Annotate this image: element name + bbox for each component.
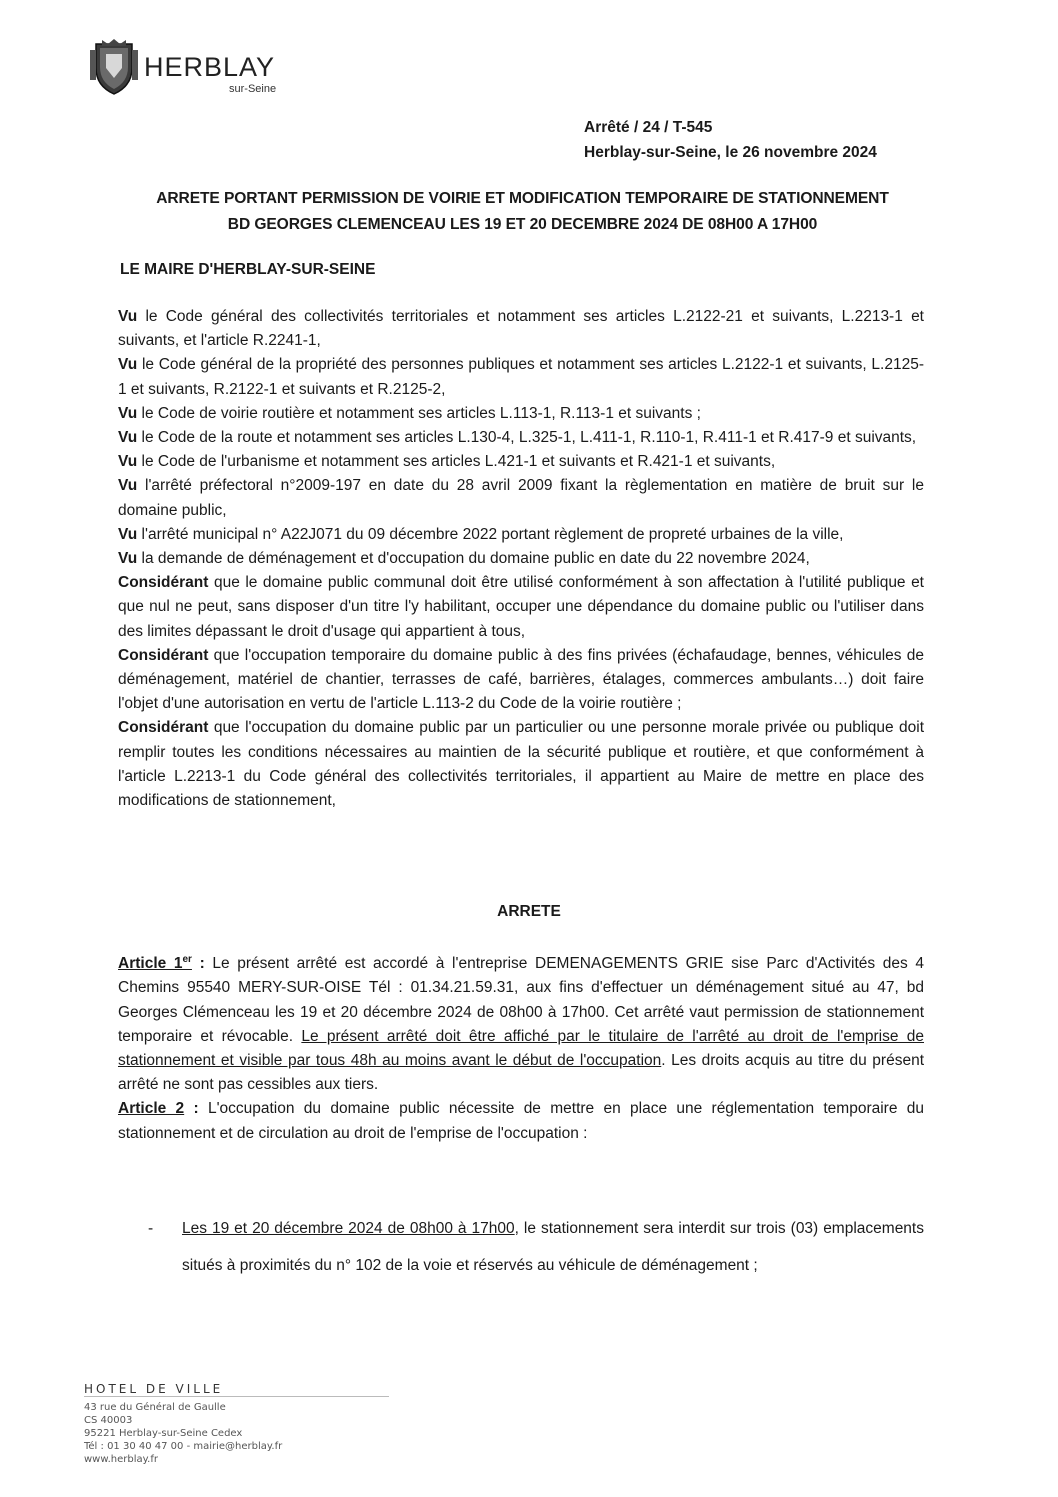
visa-paragraph: Vu le Code général de la propriété des personnes publiques et notamment ses articles L.2122-1 et suivants, L.2125-1 et suivants, R.2122-1 et suivants et R.2125-2, [118,356,924,398]
logo-wordmark: HERBLAY [144,52,276,82]
arrete-reference: Arrêté / 24 / T-545 [584,119,713,136]
city-crest-icon [88,38,140,96]
visa-paragraph: Vu l'arrêté préfectoral n°2009-197 en date du 28 avril 2009 fixant la règlementation en matière de bruit sur le domaine public, [118,477,924,519]
article-1-label: Article 1er [118,954,192,973]
restriction-dates: Les 19 et 20 décembre 2024 de 08h00 à 17h00 [182,1220,515,1237]
visa-paragraph: Vu le Code de l'urbanisme et notamment ses articles L.421-1 et suivants et R.421-1 et suivants, [118,453,776,471]
arrete-heading: ARRETE [497,903,561,920]
visa-paragraph: Vu l'arrêté municipal n° A22J071 du 09 décembre 2022 portant règlement de propreté urbaines de la ville, [118,525,844,543]
title-line-1: ARRETE PORTANT PERMISSION DE VOIRIE ET MODIFICATION TEMPORAIRE DE STATIONNEMENT [156,190,889,207]
considerant-paragraph: Considérant que le domaine public communal doit être utilisé conformément à son affectation à l'utilité publique et que nul ne peut, sans disposer d'un titre l'y habilitant, occuper une dépendance du domaine public ou l'utiliser dans des limites dépassant le droit d'usage qui appartient à tous, [118,574,924,640]
considerant-paragraph: Considérant que l'occupation du domaine public par un particulier ou une personne morale privée ou publique doit remplir toutes les conditions nécessaires au maintien de la sécurité publique et routière, et que conformément à l'article L.2213-1 du Code général des collectivités territoriales, il appartient au Maire de mettre en place des modifications de stationnement, [118,719,924,810]
bullet-text: Les 19 et 20 décembre 2024 de 08h00 à 17h00, le stationnement sera interdit sur trois (03) emplacements situés à proximités du n° 102 de la voie et réservés au véhicule de déménagement ; [182,1220,924,1274]
article-2: Article 2 : L'occupation du domaine public nécessite de mettre en place une réglementation temporaire du stationnement et de circulation au droit de l'emprise de l'occupation : [118,1100,924,1142]
visa-paragraph: Vu le Code de la route et notamment ses articles L.130-4, L.325-1, L.411-1, R.110-1, R.411-1 et R.417-9 et suivants, [118,429,917,447]
document-title [120,186,925,238]
footer-contact: Tél : 01 30 40 47 00 - mairie@herblay.fr [84,1441,283,1452]
footer-city: 95221 Herblay-sur-Seine Cedex [84,1428,243,1439]
footer-address [84,1382,282,1466]
article-2-label: Article 2 [118,1100,185,1118]
parking-restriction-item [148,1210,924,1284]
articles-section [118,948,924,1146]
footer-hotel-de-ville: HOTEL DE VILLE [84,1382,224,1396]
logo-subtitle: sur-Seine [229,83,277,95]
issuer-heading: LE MAIRE D'HERBLAY-SUR-SEINE [120,261,376,278]
bullet-dash: - [148,1220,154,1237]
visas-section [118,305,924,813]
considerant-paragraph: Considérant que l'occupation temporaire du domaine public à des fins privées (échafaudage, bennes, véhicules de déménagement, matériel de chantier, terrasses de café, barrières, étalages, commerces ambulants…) doit faire l'objet d'une autorisation en vertu de l'article L.113-2 du Code de la voirie routière ; [118,646,924,713]
place-and-date: Herblay-sur-Seine, le 26 novembre 2024 [584,144,877,161]
article-1: Article 1er : Le présent arrêté est accordé à l'entreprise DEMENAGEMENTS GRIE sise Parc d'Activités des 4 Chemins 95540 MERY-SUR-OISE Tél : 01.34.21.59.31, aux fins d'effectuer un déménagement situé au 47, bd Georges Clémenceau les 19 et 20 décembre 2024 de 08h00 à 17h00. Cet arrêté vaut permission de stationnement temporaire et révocable. Le présent arrêté doit être affiché par le titulaire de l'arrêté au droit de l'emprise de stationnement et visible par tous 48h au moins avant le début de l'occupation. Les droits acquis au titre du présent arrêté ne sont pas cessibles aux tiers. [118,954,924,1094]
visa-paragraph: Vu le Code de voirie routière et notamment ses articles L.113-1, R.113-1 et suivants ; [118,404,701,422]
footer-street: 43 rue du Général de Gaulle [84,1402,226,1413]
title-line-2: BD GEORGES CLEMENCEAU LES 19 ET 20 DECEMBRE 2024 DE 08H00 A 17H00 [227,216,818,233]
footer-website: www.herblay.fr [84,1454,158,1465]
reference-block [584,115,877,165]
visa-paragraph: Vu le Code général des collectivités territoriales et notamment ses articles L.2122-21 et suivants, L.2213-1 et suivants, et l'article R.2241-1, [118,308,924,350]
display-notice: Le présent arrêté doit être affiché par le titulaire de l'arrêté au droit de l'emprise de stationnement et visible par tous 48h au moins avant le début de l'occupation [118,1027,924,1069]
visa-paragraph: Vu la demande de déménagement et d'occupation du domaine public en date du 22 novembre 2024, [118,550,810,568]
herblay-logo [88,38,318,100]
footer-cs: CS 40003 [84,1415,133,1426]
